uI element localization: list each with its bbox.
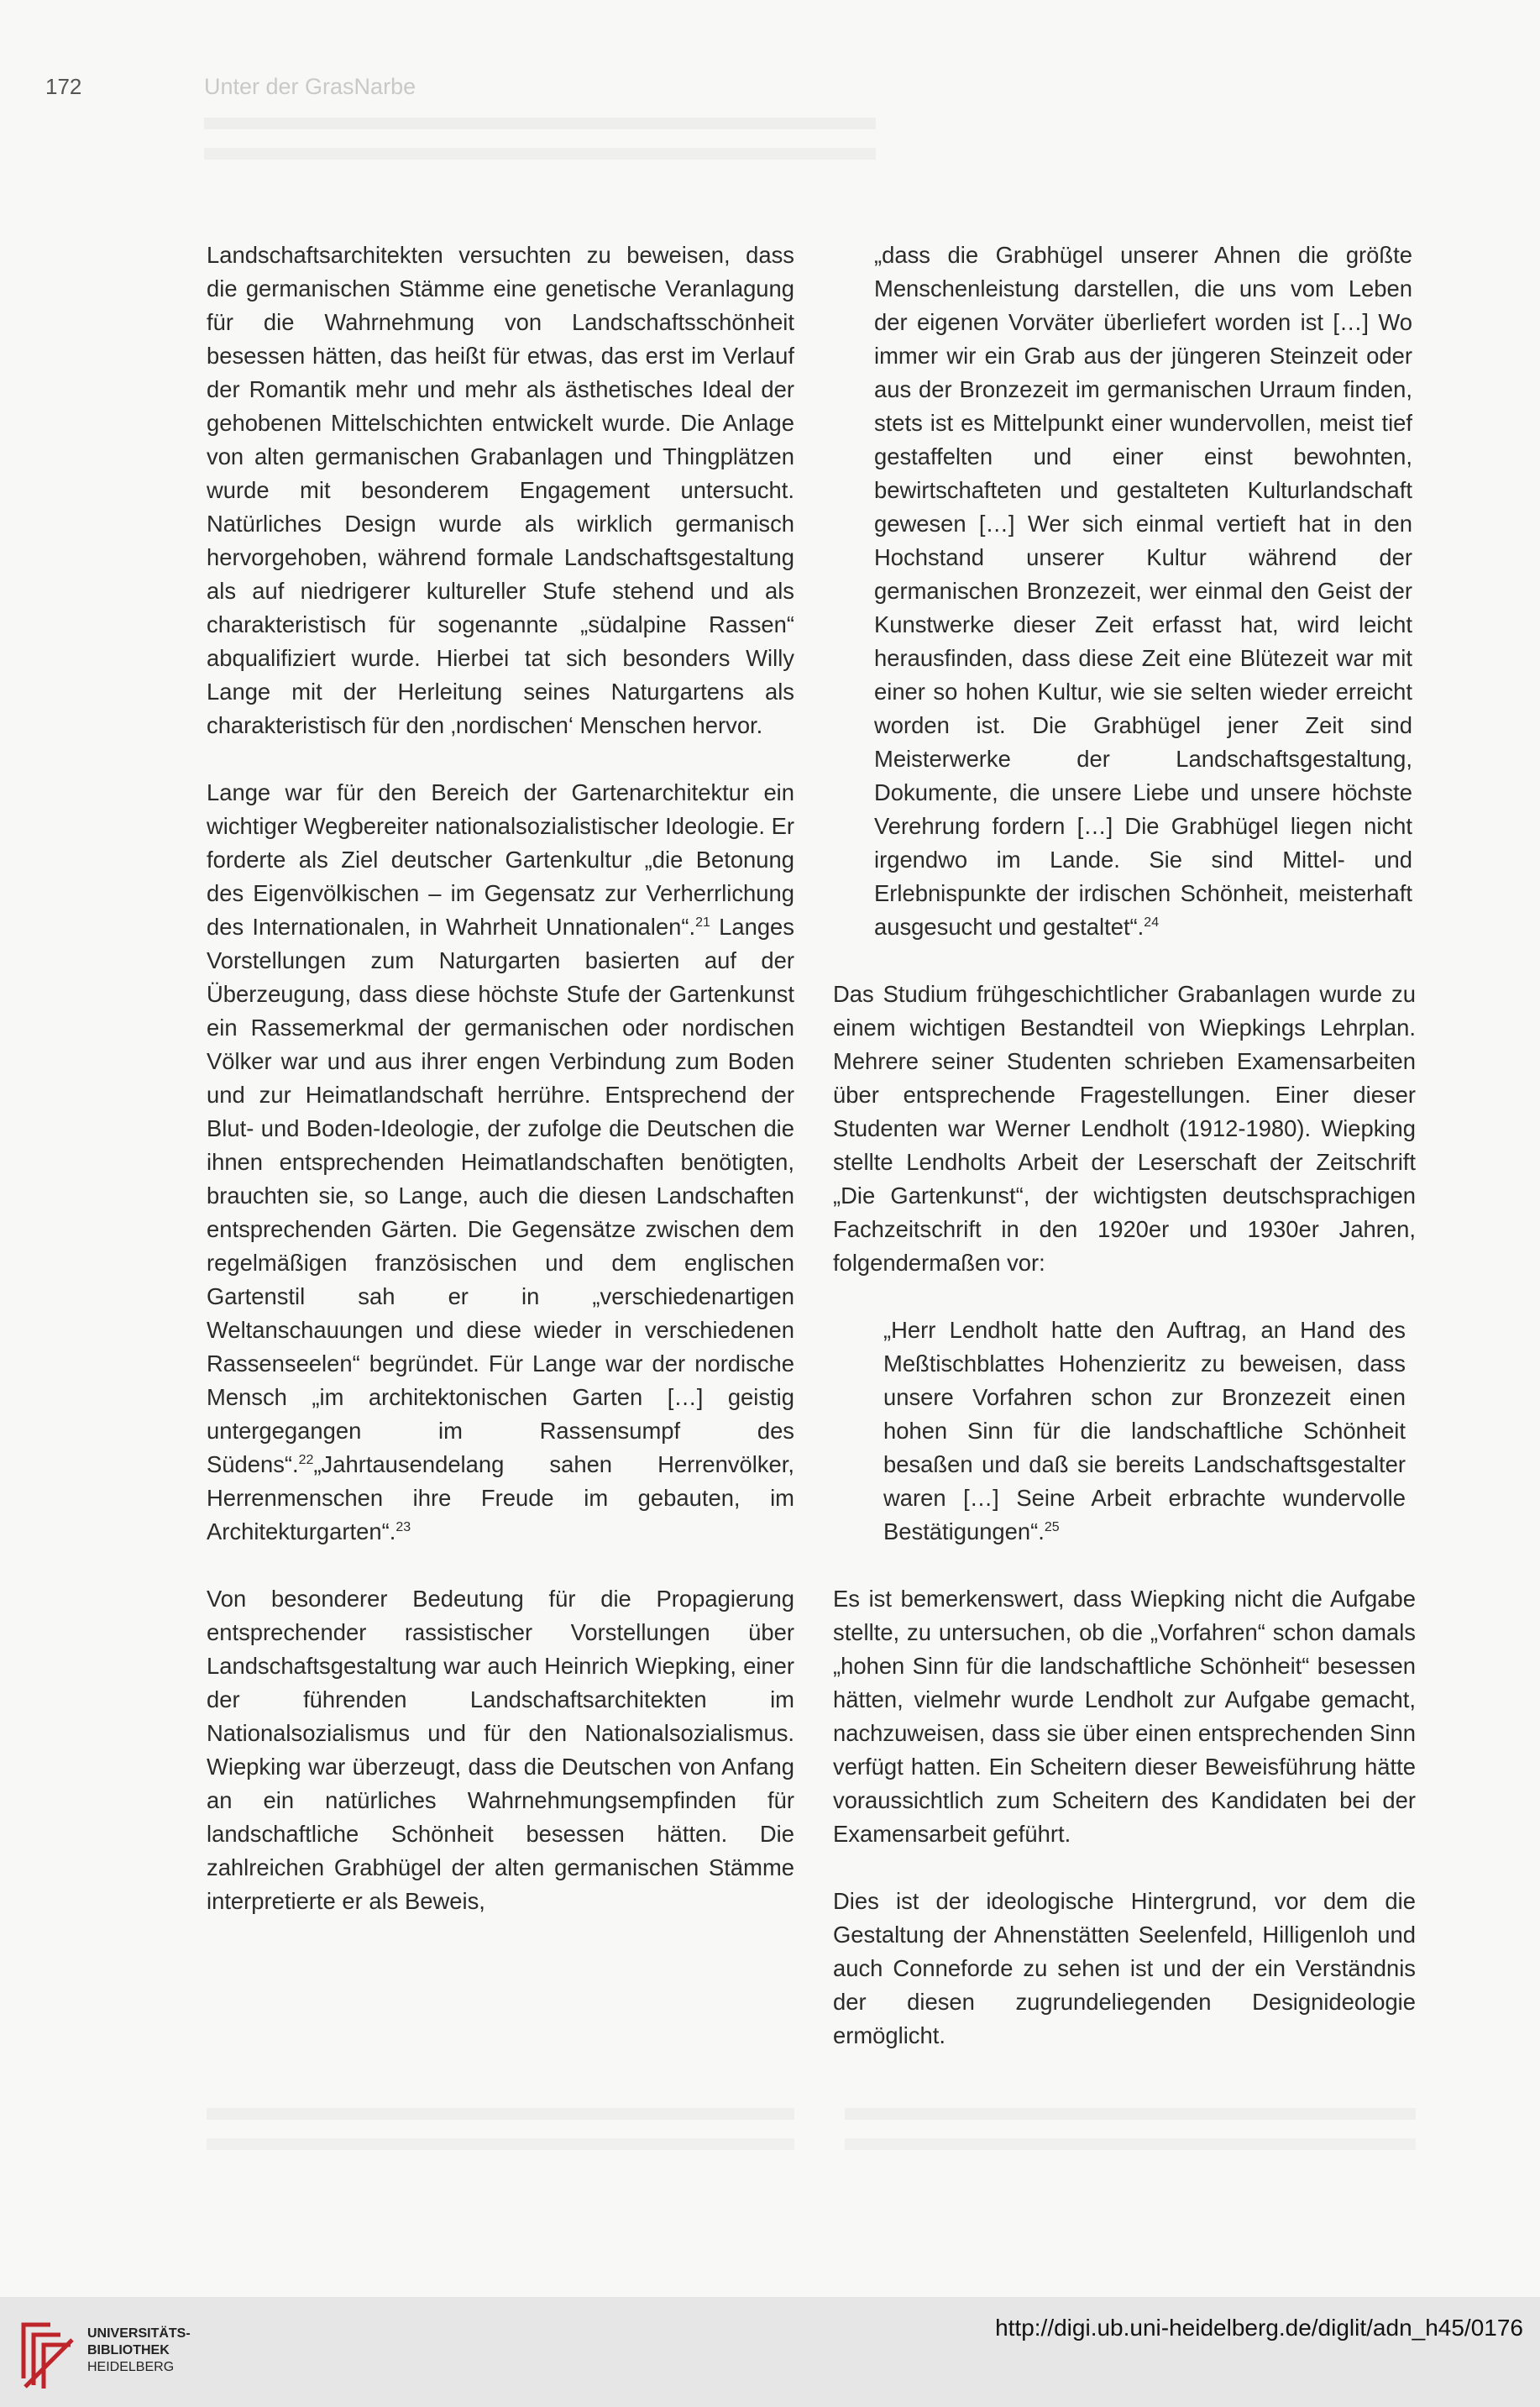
footnote-marker: 24 <box>1144 915 1160 930</box>
paragraph <box>207 776 794 1549</box>
footer-band <box>0 2297 1540 2407</box>
library-name-line: HEIDELBERG <box>87 2360 175 2374</box>
library-name-line: BIBLIOTHEK <box>87 2343 170 2357</box>
quote-text: „Herr Lendholt hatte den Auftrag, an Hand des Meßtischblattes Hohenzieritz zu beweisen, dass unsere Vorfahren schon zur Bronzezeit einen hohen Sinn für die landschaftliche Schönheit besaßen und daß sie bereits Landschaftsgestalter waren […] Seine Arbeit erbrachte wundervolle Bestätigungen“. <box>883 1317 1406 1544</box>
footnote-marker: 25 <box>1044 1519 1060 1534</box>
block-quote <box>883 1314 1406 1549</box>
show-through-texture <box>204 111 876 175</box>
show-through-lines <box>204 111 876 170</box>
block-quote <box>874 239 1412 944</box>
paragraph: Von besonderer Bedeutung für die Propagierung entsprechender rassistischer Vorstellungen über Landschaftsgestaltung war auch Heinrich Wiepking, einer der führenden Landschaftsarchitekten im Nationalsozialismus und für den Nationalsozialismus. Wiepking war überzeugt, dass die Deutschen von Anfang an ein natürliches Wahrnehmungsempfinden für landschaftliche Schönheit besessen hätten. Die zahlreichen Grabhügel der alten germanischen Stämme interpretierte er als Beweis, <box>207 1586 794 1914</box>
footnote-marker: 23 <box>395 1519 411 1534</box>
paragraph: Dies ist der ideologische Hintergrund, vor dem die Gestaltung der Ahnenstätten Seelenfeld, Hilligenloh und auch Conneforde zu sehen ist und der ein Verständnis der diesen zugrundeliegenden Designideologie ermöglicht. <box>833 1888 1416 2048</box>
left-column <box>207 239 794 1918</box>
show-through-lines <box>207 2100 1416 2158</box>
library-name-line: UNIVERSITÄTS- <box>87 2326 191 2341</box>
paragraph: Das Studium frühgeschichtlicher Grabanlagen wurde zu einem wichtigen Bestandteil von Wiepkings Lehrplan. Mehrere seiner Studenten schrieben Examensarbeiten über entsprechende Fragestellungen. Einer dieser Studenten war Werner Lendholt (1912-1980). Wiepking stellte Lendholts Arbeit der Leserschaft der Zeitschrift „Die Gartenkunst“, der wichtigsten deutschsprachigen Fachzeitschrift in den 1920er und 1930er Jahren, folgendermaßen vor: <box>833 981 1416 1276</box>
library-logo-icon <box>17 2311 81 2392</box>
page-number: 172 <box>45 74 82 99</box>
footnote-marker: 22 <box>298 1452 314 1467</box>
footnote-marker: 21 <box>695 915 710 930</box>
source-url[interactable]: http://digi.ub.uni-heidelberg.de/diglit/adn_h45/0176 <box>995 2315 1523 2341</box>
paragraph: Es ist bemerkenswert, dass Wiepking nicht die Aufgabe stellte, zu untersuchen, ob die „Vorfahren“ schon damals „hohen Sinn für die landschaftliche Schönheit“ besessen hätten, vielmehr wurde Lendholt zur Aufgabe gemacht, nachzuweisen, dass sie über einen entsprechenden Sinn verfügt hatten. Ein Scheitern dieser Beweisführung hätte voraussichtlich zum Scheitern des Kandidaten bei der Examensarbeit geführt. <box>833 1586 1416 1847</box>
paragraph: Landschaftsarchitekten versuchten zu beweisen, dass die germanischen Stämme eine genetische Veranlagung für die Wahrnehmung von Landschaftsschönheit besessen hätten, das heißt für etwas, das erst im Verlauf der Romantik mehr und mehr als ästhetisches Ideal der gehobenen Mittelschichten entwickelt wurde. Die Anlage von alten germanischen Grabanlagen und Thingplätzen wurde mit besonderem Engagement untersucht. Natürliches Design wurde als wirklich germanisch hervorgehoben, während formale Landschaftsgestaltung als auf niedrigerer kultureller Stufe stehend und als charakteristisch für sogenannte „südalpine Rassen“ abqualifiziert wurde. Hierbei tat sich besonders Willy Lange mit der Herleitung seines Naturgartens als charakteristisch für den ‚nordischen‘ Menschen hervor. <box>207 242 794 738</box>
show-through-texture <box>207 2100 1416 2163</box>
right-column <box>833 239 1416 2053</box>
quote-text: „dass die Grabhügel unserer Ahnen die größte Menschenleistung darstellen, die uns vom Leben der eigenen Vorväter überliefert worden ist […] Wo immer wir ein Grab aus der jüngeren Steinzeit oder aus der Bronzezeit im germanischen Urraum finden, stets ist es Mittelpunkt einer wundervollen, meist tief gestaffelten und einer einst bewohnten, bewirtschafteten und gestalteten Kulturlandschaft gewesen […] Wer sich einmal vertieft hat in den Hochstand unserer Kultur während der germanischen Bronzezeit, wer einmal den Geist der Kunstwerke dieser Zeit erfasst hat, wird leicht herausfinden, dass diese Zeit eine Blütezeit war mit einer so hohen Kultur, wie sie selten wieder erreicht worden ist. Die Grabhügel jener Zeit sind Meisterwerke der Landschaftsgestaltung, Dokumente, die unsere Liebe und unsere höchste Verehrung fordern […] Die Grabhügel liegen nicht irgendwo im Lande. Sie sind Mittel- und Erlebnispunkte der irdischen Schönheit, meisterhaft ausgesucht und gestaltet“. <box>874 242 1412 940</box>
paragraph-text: Langes Vorstellungen zum Naturgarten basierten auf der Überzeugung, dass diese höchste Stufe der Gartenkunst ein Rassemerkmal der germanischen oder nordischen Völker war und aus ihrer engen Verbindung zum Boden und zur Heimatlandschaft herrühre. Entsprechend der Blut- und Boden-Ideologie, der zufolge die Deutschen die ihnen entsprechenden Heimatlandschaften benötigten, brauchten sie, so Lange, auch die diesen Landschaften entsprechenden Gärten. Die Gegensätze zwischen dem regelmäßigen französischen und dem englischen Gartenstil sah er in „verschiedenartigen Weltanschauungen und diese wieder in verschiedenen Rassenseelen“ begründet. Für Lange war der nordische Mensch „im architektonischen Garten […] geistig untergegangen im Rassensumpf des Südens“. <box>207 914 794 1477</box>
paragraph-text: Lange war für den Bereich der Gartenarchitektur ein wichtiger Wegbereiter nationalsozialistischer Ideologie. Er forderte als Ziel deutscher Gartenkultur „die Betonung des Eigenvölkischen – im Gegensatz zur Verherrlichung des Internationalen, in Wahrheit Unnationalen“. <box>207 779 794 940</box>
running-title: Unter der GrasNarbe <box>204 74 416 99</box>
library-name <box>87 2326 191 2376</box>
paragraph-text: „Jahrtausendelang sahen Herrenvölker, Herrenmenschen ihre Freude im gebauten, im Architekturgarten“. <box>207 1451 794 1544</box>
